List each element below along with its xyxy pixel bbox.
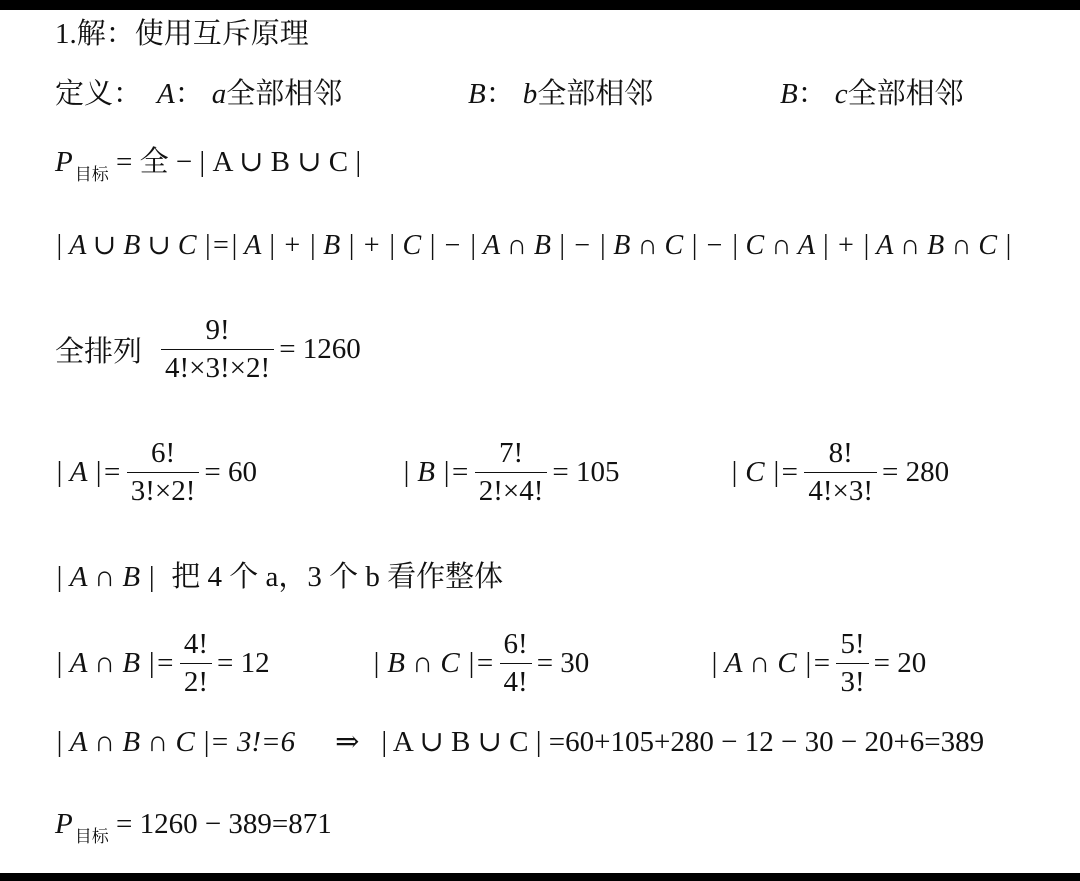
fraction [500, 627, 532, 698]
p-symbol: P [55, 808, 73, 840]
single-b-row [402, 435, 620, 509]
definition-text: 全部相邻 [847, 78, 964, 110]
numerator: 6! [150, 436, 176, 469]
pair-ab-row [55, 626, 270, 700]
definition-c [780, 80, 964, 109]
lhs: | A |= [55, 455, 122, 488]
numerator: 5! [840, 627, 865, 660]
denominator: 3!×2! [127, 472, 200, 506]
separator: ： [797, 78, 827, 110]
final-expression: = 1260 − 389=871 [108, 808, 332, 840]
definition-text: 全部相邻 [537, 78, 654, 110]
denominator: 2!×4! [475, 472, 548, 506]
result: = 105 [552, 455, 620, 488]
triple-intersection: | A ∩ B ∩ C |= 3!=6 [55, 726, 296, 758]
letter: b [522, 78, 538, 110]
definition-prefix: 定义： [55, 78, 143, 110]
result: = 280 [882, 455, 950, 488]
full-permutation-label: 全排列 [55, 335, 143, 368]
final-answer [55, 808, 332, 846]
single-c-row [730, 435, 949, 509]
denominator: 2! [180, 663, 212, 697]
definition-b [468, 80, 653, 109]
triple-line [55, 728, 984, 757]
lhs: | B ∩ C |= [372, 646, 495, 679]
result: = 30 [536, 646, 590, 679]
top-border [0, 0, 1080, 10]
pair-bc-row [372, 626, 589, 700]
note-line [55, 563, 503, 592]
fraction [127, 436, 200, 507]
numerator: 9! [205, 313, 230, 346]
numerator: 8! [828, 436, 853, 469]
target-expression: = 全 − | A ∪ B ∪ C | [108, 146, 362, 178]
fraction [475, 436, 548, 507]
fraction [836, 627, 868, 698]
result: = 12 [217, 646, 270, 679]
definition-a [157, 80, 342, 109]
implies-arrow: ⇒ [335, 726, 360, 758]
single-a-row [55, 435, 257, 509]
p-subscript: 目标 [74, 827, 109, 846]
lhs: | A ∩ B |= [55, 646, 175, 679]
denominator: 4!×3!×2! [161, 349, 274, 383]
pair-ac-row [710, 626, 926, 700]
full-permutation-row [55, 312, 361, 386]
union-result: | A ∪ B ∪ C | =60+105+280 − 12 − 30 − 20+6=389 [381, 726, 985, 758]
numerator: 6! [503, 627, 528, 660]
lhs: | A ∩ C |= [710, 646, 832, 679]
set-label: B [780, 78, 798, 110]
p-symbol: P [55, 146, 73, 178]
numerator: 4! [183, 627, 209, 660]
set-label: A [157, 78, 175, 110]
note-lhs: | A ∩ B | [55, 561, 156, 593]
p-subscript: 目标 [74, 165, 109, 184]
set-label: B [468, 78, 486, 110]
letter: a [211, 78, 227, 110]
lhs: | B |= [402, 455, 470, 488]
inclusion-exclusion-formula: | A ∪ B ∪ C |=| A | + | B | + | C | − | A ∩ B | − | B ∩ C | − | C ∩ A | + | A ∩ B ∩ C | [55, 230, 1012, 261]
note-text: 把 4 个 a，3 个 b 看作整体 [171, 561, 504, 593]
full-permutation-result: = 1260 [279, 332, 361, 365]
denominator: 4!×3! [804, 472, 877, 506]
bottom-border [0, 873, 1080, 881]
definition-text: 全部相邻 [226, 78, 343, 110]
letter: c [834, 78, 848, 110]
separator: ： [485, 78, 515, 110]
lhs: | C |= [730, 455, 800, 488]
result: = 20 [873, 646, 927, 679]
full-permutation-fraction [161, 313, 274, 384]
fraction [180, 627, 212, 698]
separator: ： [174, 78, 204, 110]
denominator: 4! [500, 663, 532, 697]
solution-title: 1.解：使用互斥原理 [55, 18, 309, 50]
denominator: 3! [836, 663, 868, 697]
target-formula [55, 146, 362, 184]
fraction [804, 436, 877, 507]
result: = 60 [204, 455, 257, 488]
numerator: 7! [498, 436, 524, 469]
